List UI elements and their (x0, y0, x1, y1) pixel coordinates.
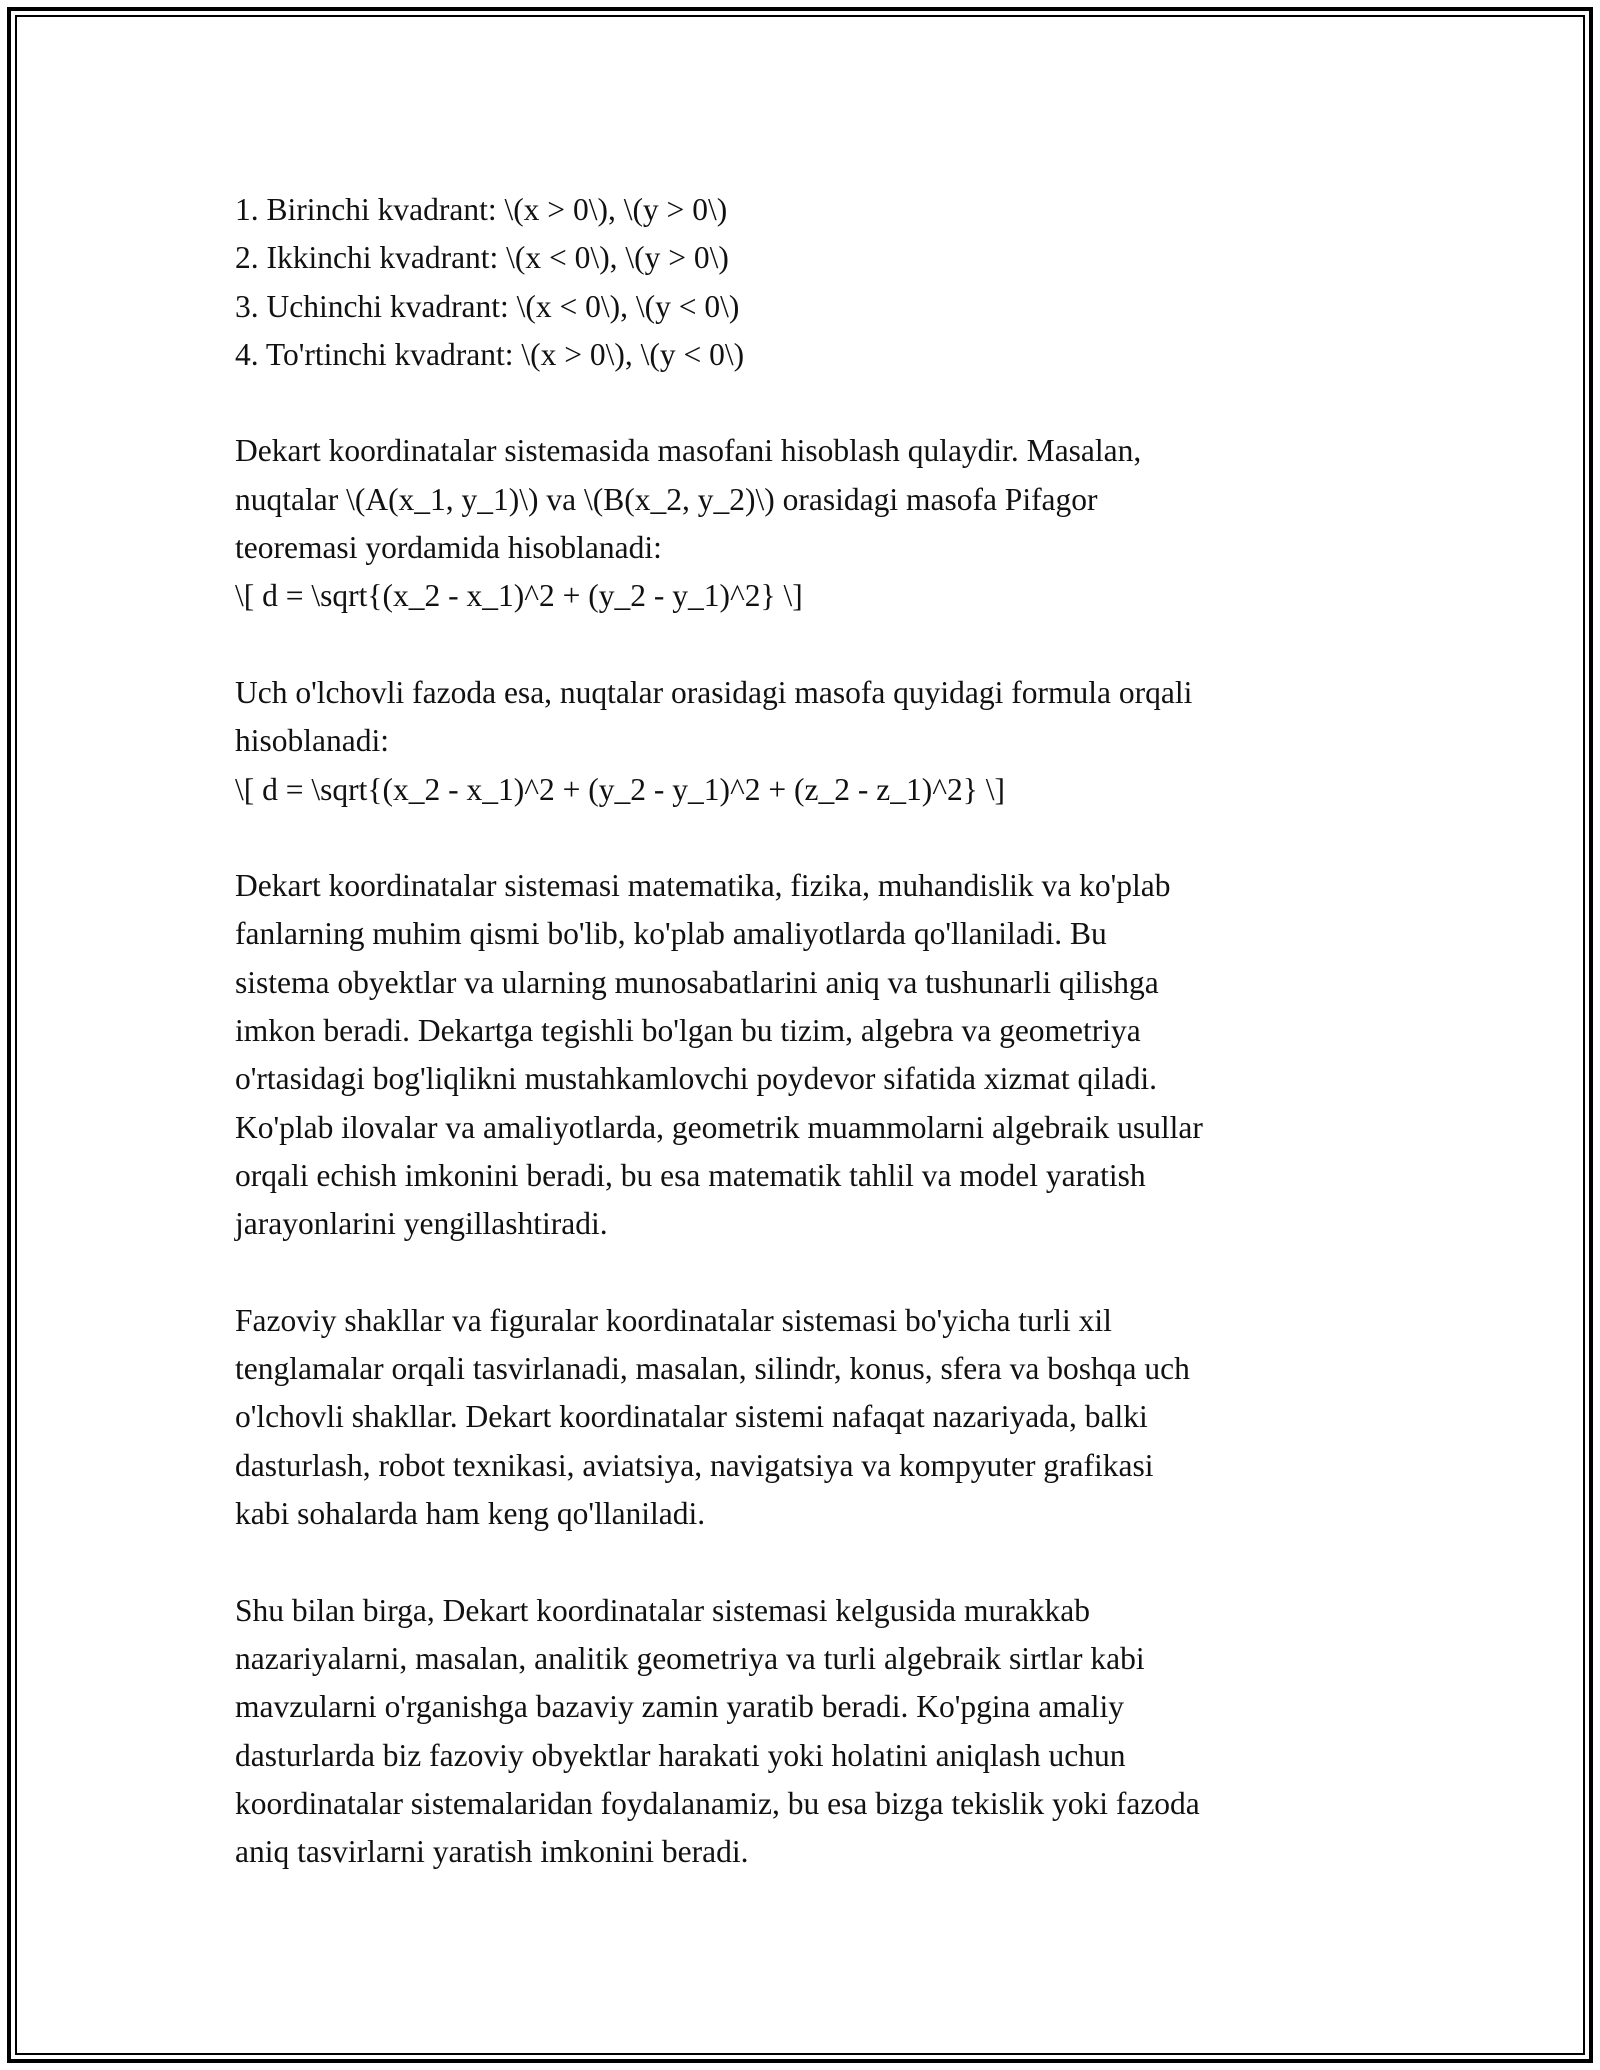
paragraph-line: dasturlarda biz fazoviy obyektlar harakati yoki holatini aniqlash uchun (235, 1737, 1126, 1773)
paragraph-line: Dekart koordinatalar sistemasida masofani hisoblash qulaydir. Masalan, (235, 433, 1142, 469)
paragraph-line: hisoblanadi: (235, 723, 389, 759)
paragraph-line: Ko'plab ilovalar va amaliyotlarda, geometrik muammolarni algebraik usullar (235, 1109, 1203, 1145)
paragraph-line: teoremasi yordamida hisoblanadi: (235, 530, 662, 566)
list-item: 4. To'rtinchi kvadrant: \(x > 0\), \(y < 0\) (235, 336, 745, 372)
list-item: 3. Uchinchi kvadrant: \(x < 0\), \(y < 0\) (235, 288, 740, 324)
paragraph-spatial-shapes (235, 1297, 1370, 1538)
paragraph-line: aniq tasvirlarni yaratish imkonini beradi. (235, 1834, 749, 1870)
list-item: 2. Ikkinchi kvadrant: \(x < 0\), \(y > 0\) (235, 240, 729, 276)
paragraph-line: kabi sohalarda ham keng qo'llaniladi. (235, 1496, 706, 1532)
paragraph-distance-2d (235, 427, 1370, 620)
document-body (235, 186, 1370, 1876)
paragraph-line: dasturlash, robot texnikasi, aviatsiya, navigatsiya va kompyuter grafikasi (235, 1447, 1154, 1483)
paragraph-line: sistema obyektlar va ularning munosabatlarini aniq va tushunarli qilishga (235, 964, 1159, 1000)
paragraph-line: o'rtasidagi bog'liqlikni mustahkamlovchi poydevor sifatida xizmat qiladi. (235, 1061, 1158, 1097)
paragraph-line: imkon beradi. Dekartga tegishli bo'lgan bu tizim, algebra va geometriya (235, 1013, 1141, 1049)
paragraph-line: Shu bilan birga, Dekart koordinatalar sistemasi kelgusida murakkab (235, 1592, 1090, 1628)
paragraph-line: Dekart koordinatalar sistemasi matematika, fizika, muhandislik va ko'plab (235, 868, 1171, 904)
paragraph-conclusion (235, 1587, 1370, 1877)
paragraph-line: o'lchovli shakllar. Dekart koordinatalar sistemi nafaqat nazariyada, balki (235, 1399, 1148, 1435)
paragraph-line: fanlarning muhim qismi bo'lib, ko'plab amaliyotlarda qo'llaniladi. Bu (235, 916, 1107, 952)
formula-line: \[ d = \sqrt{(x_2 - x_1)^2 + (y_2 - y_1)^2} \] (235, 578, 803, 614)
paragraph-line: orqali echish imkonini beradi, bu esa matematik tahlil va model yaratish (235, 1157, 1146, 1193)
paragraph-line: tenglamalar orqali tasvirlanadi, masalan, silindr, konus, sfera va boshqa uch (235, 1351, 1190, 1387)
paragraph-line: Uch o'lchovli fazoda esa, nuqtalar orasidagi masofa quyidagi formula orqali (235, 674, 1193, 710)
formula-line: \[ d = \sqrt{(x_2 - x_1)^2 + (y_2 - y_1)^2 + (z_2 - z_1)^2} \] (235, 771, 1005, 807)
paragraph-applications (235, 862, 1370, 1248)
paragraph-line: koordinatalar sistemalaridan foydalanamiz, bu esa bizga tekislik yoki fazoda (235, 1785, 1200, 1821)
paragraph-line: Fazoviy shakllar va figuralar koordinatalar sistemasi bo'yicha turli xil (235, 1302, 1112, 1338)
paragraph-line: nazariyalarni, masalan, analitik geometriya va turli algebraik sirtlar kabi (235, 1640, 1145, 1676)
quadrant-list (235, 186, 1370, 379)
paragraph-distance-3d (235, 669, 1370, 814)
paragraph-line: nuqtalar \(A(x_1, y_1)\) va \(B(x_2, y_2)\) orasidagi masofa Pifagor (235, 481, 1098, 517)
list-item: 1. Birinchi kvadrant: \(x > 0\), \(y > 0\) (235, 192, 728, 227)
paragraph-line: mavzularni o'rganishga bazaviy zamin yaratib beradi. Ko'pgina amaliy (235, 1689, 1124, 1725)
paragraph-line: jarayonlarini yengillashtiradi. (235, 1206, 608, 1242)
